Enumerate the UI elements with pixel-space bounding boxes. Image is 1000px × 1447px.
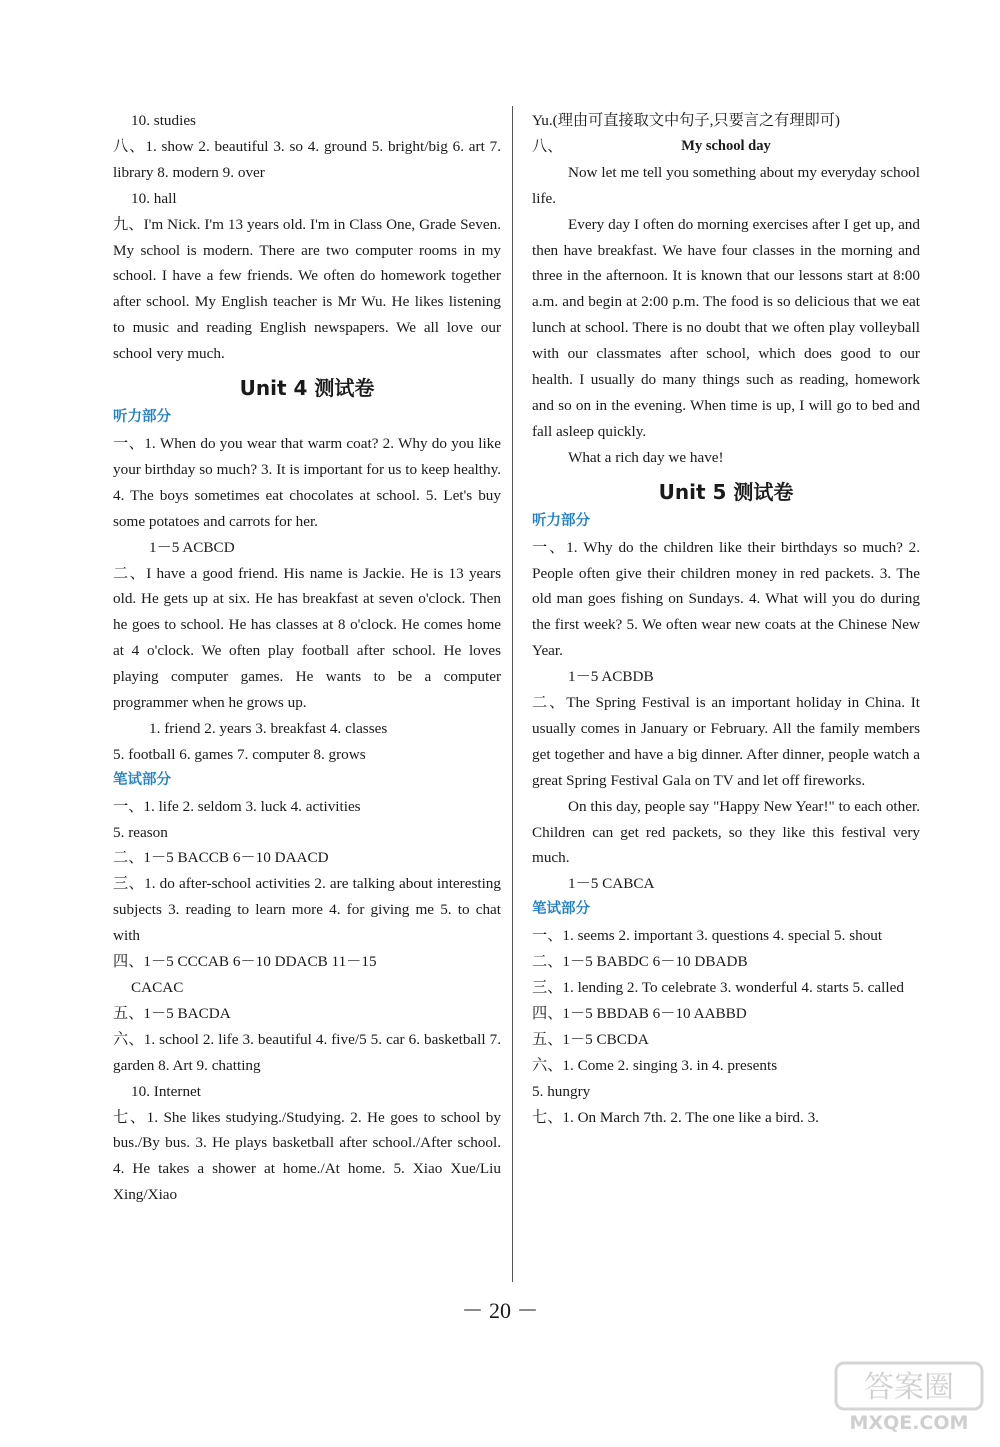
watermark-logo [834, 1361, 984, 1433]
answer-line: 5. hungry [532, 1082, 591, 1100]
answer-line: 七、1. On March 7th. 2. The one like a bird. 3. [532, 1108, 819, 1126]
answer-line: 二、The Spring Festival is an important holiday in China. It usually comes in January or February. All the family members get together and have a big dinner. After dinner, people watch a great Spring Festival Gala on TV and let off fireworks. [532, 694, 920, 789]
essay-label: 八、 [532, 137, 563, 155]
section-heading: 听力部分 [532, 512, 590, 529]
answer-line: 五、1－5 CBCDA [532, 1030, 649, 1048]
column-divider [512, 106, 513, 1282]
answer-line: 1－5 ACBDB [568, 668, 654, 686]
answer-line: 二、1－5 BACCB 6－10 DAACD [113, 849, 329, 867]
answer-line: CACAC [131, 979, 184, 996]
answer-line: 四、1－5 CCCAB 6－10 DDACB 11－15 [113, 953, 377, 971]
answer-line: 10. Internet [131, 1082, 202, 1100]
answer-line: 六、1. Come 2. singing 3. in 4. presents [532, 1056, 778, 1074]
unit-title: Unit 5 测试卷 [658, 479, 794, 504]
answer-line: 1. friend 2. years 3. breakfast 4. classes [149, 719, 388, 737]
answer-line: Yu.(理由可直接取文中句子,只要言之有理即可) [532, 112, 840, 129]
answer-line: 1－5 CABCA [568, 875, 655, 893]
answer-line: 六、1. school 2. life 3. beautiful 4. five/5 5. car 6. basketball 7. garden 8. Art 9. chatting [113, 1030, 501, 1074]
essay-header [532, 134, 920, 160]
answer-line: 九、I'm Nick. I'm 13 years old. I'm in Class One, Grade Seven. My school is modern. There are two computer rooms in my school. I have a few friends. We often do homework together after school. My English teacher is Mr Wu. He likes listening to music and reading English newspapers. We all love our school very much. [113, 215, 501, 363]
answer-line: 二、I have a good friend. His name is Jackie. He is 13 years old. He gets up at six. He has breakfast at seven o'clock. Then he goes to school. He has classes at 8 o'clock. He comes home at 4 o'clock. We often play football after school. He loves playing computer games. He wants to be a computer programmer when he grows up. [113, 564, 501, 712]
essay-paragraph: Now let me tell you something about my everyday school life. [532, 163, 920, 207]
answer-line: 10. studies [131, 112, 196, 129]
answer-line: 一、1. When do you wear that warm coat? 2. Why do you like your birthday so much? 3. It is important for us to keep healthy. 4. The boys sometimes eat chocolates at school. 5. Let's buy some potatoes and carrots for her. [113, 434, 501, 530]
answer-line: 五、1－5 BACDA [113, 1004, 231, 1022]
answer-line: 三、1. lending 2. To celebrate 3. wonderful 4. starts 5. called [532, 979, 904, 996]
answer-line: 5. football 6. games 7. computer 8. grows [113, 745, 366, 763]
answer-line: 一、1. life 2. seldom 3. luck 4. activities [113, 797, 361, 815]
essay-title: My school day [681, 137, 771, 154]
unit-title: Unit 4 测试卷 [239, 376, 375, 401]
answer-line: 三、1. do after-school activities 2. are talking about interesting subjects 3. reading to learn more 4. for giving me 5. to chat with [113, 875, 501, 945]
watermark-text: 答案圈 [864, 1370, 954, 1405]
answer-line: 四、1－5 BBDAB 6－10 AABBD [532, 1004, 747, 1022]
answer-line: 一、1. seems 2. important 3. questions 4. special 5. shout [532, 927, 883, 945]
answer-line: On this day, people say "Happy New Year!" to each other. Children can get red packets, so they like this festival very much. [532, 797, 920, 867]
answer-line: 八、1. show 2. beautiful 3. so 4. ground 5. bright/big 6. art 7. library 8. modern 9. over [113, 137, 501, 181]
page-number: － 20 － [461, 1298, 539, 1323]
answer-line: 5. reason [113, 823, 168, 841]
answer-line: 1－5 ACBCD [149, 538, 235, 556]
essay-paragraph: Every day I often do morning exercises after I get up, and then have breakfast. We have four classes in the morning and three in the afternoon. It is known that our lessons start at 8:00 a.m. and begin at 2:00 p.m. The food is so delicious that we eat lunch at school. There is no doubt that we often play volleyball with our classmates after school, which does good to our health. I usually do many things such as reading, homework and so on in the evening. When time is up, I will go to bed and fall asleep quickly. [532, 215, 920, 440]
answer-line: 二、1－5 BABDC 6－10 DBADB [532, 953, 748, 971]
right-column [532, 108, 920, 1130]
answer-line: 一、1. Why do the children like their birthdays so much? 2. People often give their children money in red packets. 3. The old man goes fishing on Sundays. 4. What will you do during the first week? 5. We often wear new coats at the Chinese New Year. [532, 538, 920, 660]
answer-line: 七、1. She likes studying./Studying. 2. He goes to school by bus./By bus. 3. He plays basketball after school./After school. 4. He takes a shower at home./At home. 5. Xiao Xue/Liu Xing/Xiao [113, 1108, 501, 1204]
watermark-url: MXQE.COM [849, 1412, 969, 1433]
answer-line: 10. hall [131, 189, 177, 207]
section-heading: 听力部分 [113, 409, 171, 426]
section-heading: 笔试部分 [532, 901, 590, 918]
left-column [113, 108, 501, 1208]
essay-paragraph: What a rich day we have! [568, 448, 724, 466]
section-heading: 笔试部分 [113, 771, 171, 788]
